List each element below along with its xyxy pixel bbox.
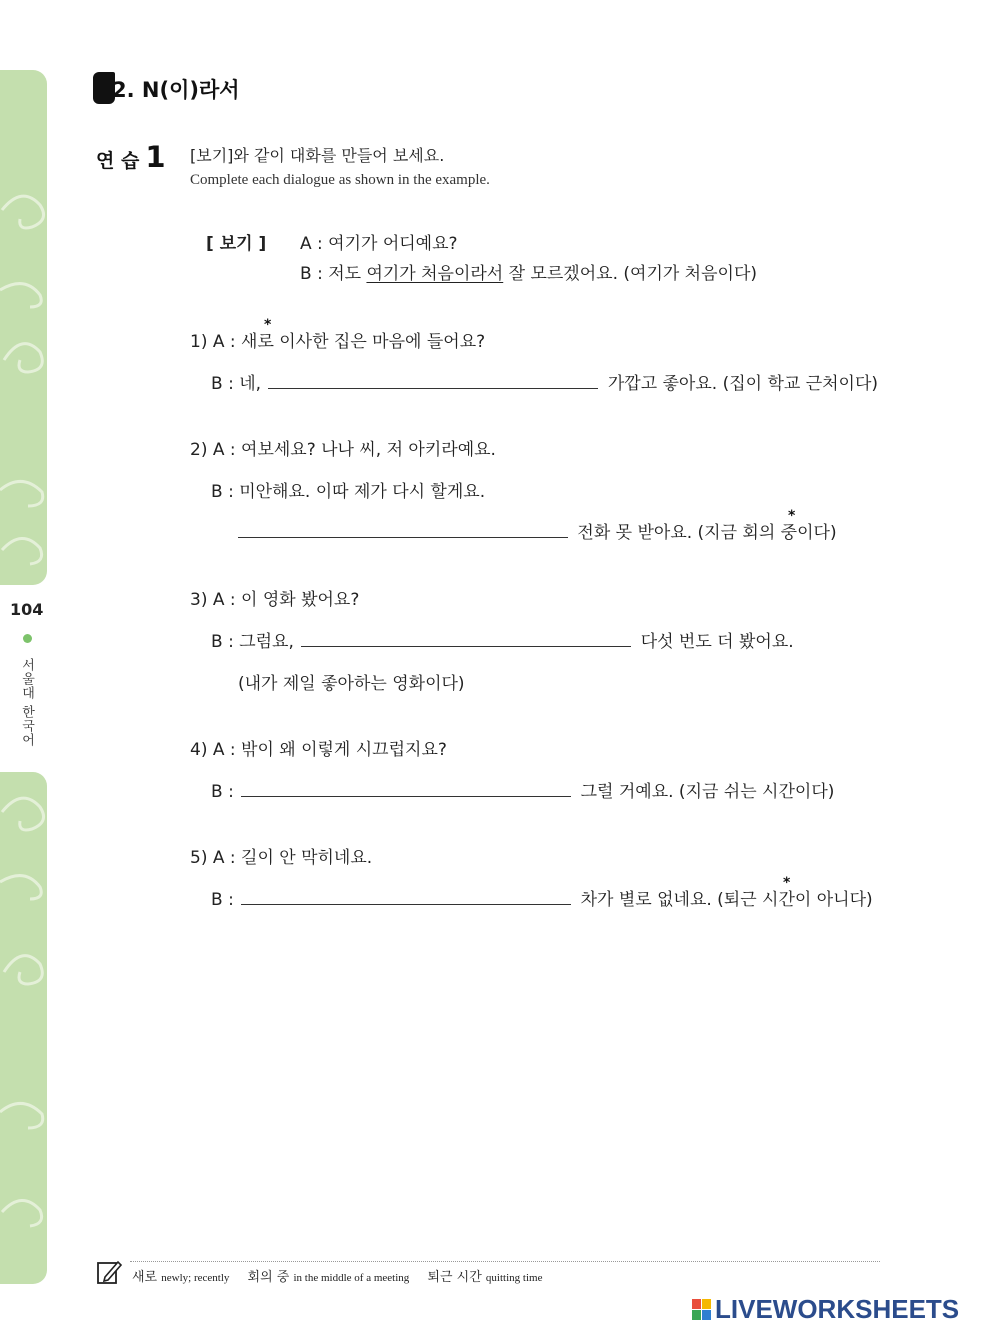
item-4-prefix: B : [211,782,234,802]
footer-divider [130,1261,880,1262]
item-2-prefix: B : 미안해요. 이따 제가 다시 할게요. [211,482,486,502]
side-tab-bottom [0,772,47,1284]
item-1-question: 1) A : 새로 이사한 집은 마음에 들어요? [190,332,486,352]
item-3-suffix: 다섯 번도 더 봤어요. [640,632,794,652]
item-2-blank[interactable] [238,523,568,538]
item-1-answer-line [211,369,878,394]
vocab-ko: 회의 중 [247,1270,290,1285]
item-5-answer-line [211,885,873,910]
instruction-english: Complete each dialogue as shown in the example. [190,172,490,188]
vocab-star-mark: * [783,875,791,891]
swirl-pattern-icon [0,772,47,1284]
vocab-ko: 퇴근 시간 [427,1270,482,1285]
example-answer: 여기가 처음이라서 [366,264,504,284]
item-5-suffix: 차가 별로 없네요. (퇴근 시간이 아니다) [580,890,873,910]
instruction-korean: [보기]와 같이 대화를 만들어 보세요. [190,146,445,165]
book-title: 서울대 한국어 [19,658,34,748]
vocab-ko: 새로 [132,1270,158,1285]
exercise-label-text: 연 습 [96,150,140,172]
liveworksheets-logo [692,1294,959,1325]
logo-blocks-icon [692,1299,712,1321]
vocab-en: in the middle of a meeting [293,1272,410,1284]
section-heading: 2. N(이)라서 [112,78,240,102]
item-3-blank[interactable] [301,632,631,647]
vocab-en: newly; recently [161,1272,230,1284]
item-3-question: 3) A : 이 영화 봤어요? [190,590,360,610]
exercise-number: 1 [145,140,166,174]
item-2-answer-line [238,518,837,543]
example-label: [ 보기 ] [206,234,267,254]
item-4-answer-line [211,777,834,802]
item-4-suffix: 그럴 거예요. (지금 쉬는 시간이다) [580,782,835,802]
item-5-prefix: B : [211,890,234,910]
item-2-suffix: 전화 못 받아요. (지금 회의 중이다) [577,523,837,543]
item-3-hint: (내가 제일 좋아하는 영화이다) [238,674,465,694]
vocab-notes [132,1266,556,1285]
item-3-answer-line [211,627,794,652]
swirl-pattern-icon [0,70,47,585]
item-4-blank[interactable] [241,782,571,797]
exercise-label [96,140,166,174]
brand-text: LIVEWORKSHEETS [715,1294,960,1324]
page-number: 104 [10,600,44,619]
example-b-prefix: B : 저도 [300,264,362,284]
pencil-note-icon [96,1259,122,1285]
vocab-star-mark: * [788,508,796,524]
item-5-blank[interactable] [241,890,571,905]
item-4-question: 4) A : 밖이 왜 이렇게 시끄럽지요? [190,740,447,760]
vocab-star-mark: * [264,317,272,333]
item-2-question: 2) A : 여보세요? 나나 씨, 저 아키라예요. [190,440,496,460]
item-1-prefix: B : 네, [211,374,262,394]
example-line-a: A : 여기가 어디예요? [300,234,458,254]
example-line-b [300,259,757,284]
side-tab-top [0,70,47,585]
page-dot-icon [23,634,32,643]
item-3-prefix: B : 그럼요, [211,632,294,652]
item-5-question: 5) A : 길이 안 막히네요. [190,848,373,868]
item-1-suffix: 가깝고 좋아요. (집이 학교 근처이다) [607,374,879,394]
vocab-en: quitting time [485,1272,543,1284]
item-1-blank[interactable] [268,374,598,389]
example-b-suffix: 잘 모르겠어요. (여기가 처음이다) [508,264,758,284]
